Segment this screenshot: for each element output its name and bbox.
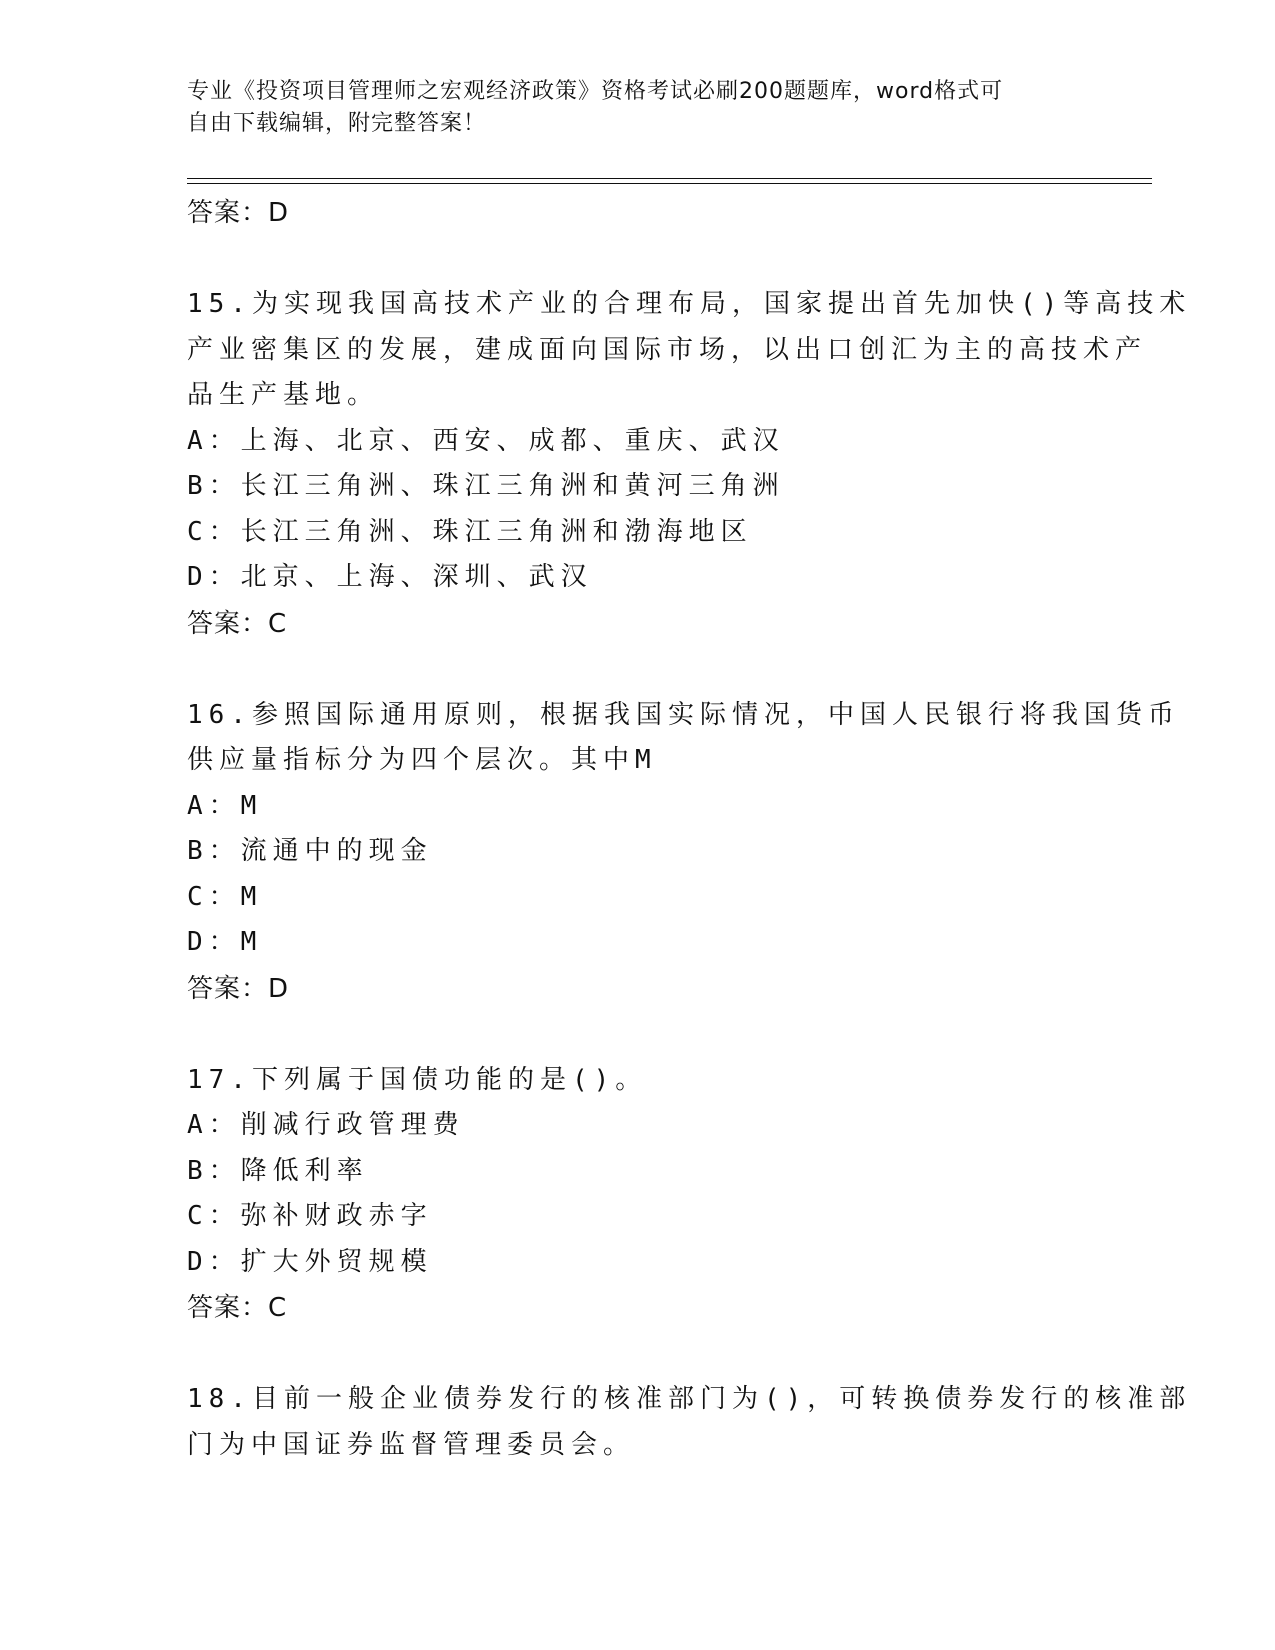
option-d: D：北京、上海、深圳、武汉 [187, 562, 593, 592]
option-a: A：M [187, 790, 263, 821]
option-c: C：长江三角洲、珠江三角洲和渤海地区 [187, 516, 753, 547]
header-line-1: 专业《投资项目管理师之宏观经济政策》资格考试必刷200题题库，word格式可 [187, 79, 1004, 104]
header-line-2: 自由下载编辑，附完整答案！ [187, 111, 487, 136]
answer-line: 答案：D [187, 198, 290, 228]
option-d: D：M [187, 927, 263, 957]
option-c: C：弥补财政赤字 [187, 1201, 433, 1231]
spacer [187, 647, 1107, 693]
option-b: B：长江三角洲、珠江三角洲和黄河三角洲 [187, 471, 785, 501]
header-rule-bottom [187, 183, 1152, 184]
question-text-line: 18.目前一般企业债券发行的核准部门为()，可转换债券发行的核准部 [187, 1384, 1192, 1414]
spacer [187, 236, 1107, 282]
question-text-line: 17.下列属于国债功能的是()。 [187, 1064, 648, 1095]
question-text-line: 15.为实现我国高技术产业的合理布局，国家提出首先加快()等高技术 [187, 289, 1192, 319]
option-b: B：流通中的现金 [187, 836, 433, 866]
question-text-line: 16.参照国际通用原则，根据我国实际情况，中国人民银行将我国货币 [187, 699, 1180, 730]
option-c: C：M [187, 881, 263, 912]
question-block [187, 282, 1192, 647]
question-text-line: 品生产基地。 [187, 380, 380, 410]
header-rule-top [187, 178, 1152, 179]
question-text-line: 门为中国证券监督管理委员会。 [187, 1429, 636, 1460]
answer-line: 答案：C [187, 1293, 288, 1323]
question-block [187, 1058, 1107, 1332]
question-list [187, 190, 1192, 1468]
question-text-line: 供应量指标分为四个层次。其中M [187, 745, 657, 775]
option-a: A：上海、北京、西安、成都、重庆、武汉 [187, 425, 785, 456]
question-block [187, 1377, 1192, 1468]
option-a: A：削减行政管理费 [187, 1110, 465, 1140]
question-block [187, 693, 1180, 1012]
answer-line: 答案：C [187, 608, 288, 639]
question-text-line: 产业密集区的发展，建成面向国际市场，以出口创汇为主的高技术产 [187, 334, 1148, 365]
spacer [187, 1331, 1107, 1377]
page-header [187, 76, 1067, 140]
spacer [187, 1012, 1107, 1058]
option-b: B：降低利率 [187, 1155, 369, 1186]
answer-line: 答案：D [187, 973, 290, 1004]
option-d: D：扩大外贸规模 [187, 1246, 433, 1277]
